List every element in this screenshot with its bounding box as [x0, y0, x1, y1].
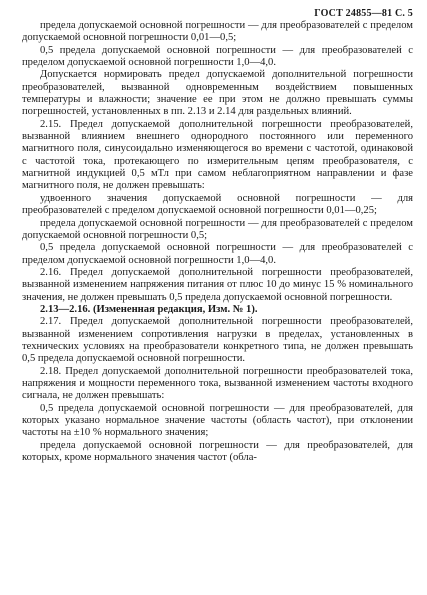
paragraph: 0,5 предела допускаемой основной погрешности — для преобразователей, для которых указано нормальное значение частоты (область частот), при отклонении частоты на ±10 % нормального значения; [22, 402, 413, 439]
paragraph: удвоенного значения допускаемой основной погрешности — для преобразователей с пределом допускаемой основной погрешности 0,01—0,25; [22, 192, 413, 217]
paragraph: 0,5 предела допускаемой основной погрешности — для преобразователей с пределом допускаемой основной погрешности 1,0—4,0. [22, 242, 413, 266]
paragraph: предела допускаемой основной погрешности — для преобразователей с пределом допускаемой основной погрешности 0,01—0,5; [22, 20, 413, 44]
paragraph: предела допускаемой основной погрешности — для преобразователей, для которых, кроме нормального значения частот (обла- [22, 439, 413, 464]
section-2-15: 2.15. Предел допускаемой дополнительной погрешности преобразователей, вызванной влиянием внешнего однородного постоянного или переменного магнитного поля, синусоидально изменяющегося во времени с частотой, одинаковой с частотой тока, протекающего по измерительным цепям преобразователя, с магнитной индукцией 0,5 мТл при самом неблагоприятном направлении и фазе магнитного поля, не должен превышать: [22, 118, 413, 192]
section-2-17: 2.17. Предел допускаемой дополнительной погрешности преобразователей, вызванной изменением сопротивления нагрузки в пределах, установленных в технических условиях на преобразователи конкретного типа, не должен превышать 0,5 предела допускаемой основной погрешности. [22, 316, 413, 365]
paragraph: Допускается нормировать предел допускаемой дополнительной погрешности преобразователей, вызванной одновременным воздействием повышенных температуры и влажности; значение ее при этом не должно превышать суммы погрешностей, установленных в пп. 2.13 и 2.14 для раздельных влияний. [22, 69, 413, 118]
paragraph: предела допускаемой основной погрешности — для преобразователей с пределом допускаемой основной погрешности 0,5; [22, 217, 413, 241]
amendment-note [22, 304, 413, 316]
amendment-note-bold: 2.13—2.16. (Измененная редакция, Изм. № 1). [40, 303, 258, 315]
paragraph: 0,5 предела допускаемой основной погрешности — для преобразователей с пределом допускаемой основной погрешности 1,0—4,0. [22, 44, 413, 69]
page-header: ГОСТ 24855—81 С. 5 [314, 8, 413, 19]
section-2-16: 2.16. Предел допускаемой дополнительной погрешности преобразователей, вызванной изменением напряжения питания от плюс 10 до минус 15 % номинального значения, не должен превышать 0,5 предела допускаемой основной погрешности. [22, 266, 413, 303]
document-body [22, 20, 413, 464]
section-2-18: 2.18. Предел допускаемой дополнительной погрешности преобразователей тока, напряжения и мощности переменного тока, вызванной изменением частоты входного сигнала, не должен превышать: [22, 365, 413, 402]
